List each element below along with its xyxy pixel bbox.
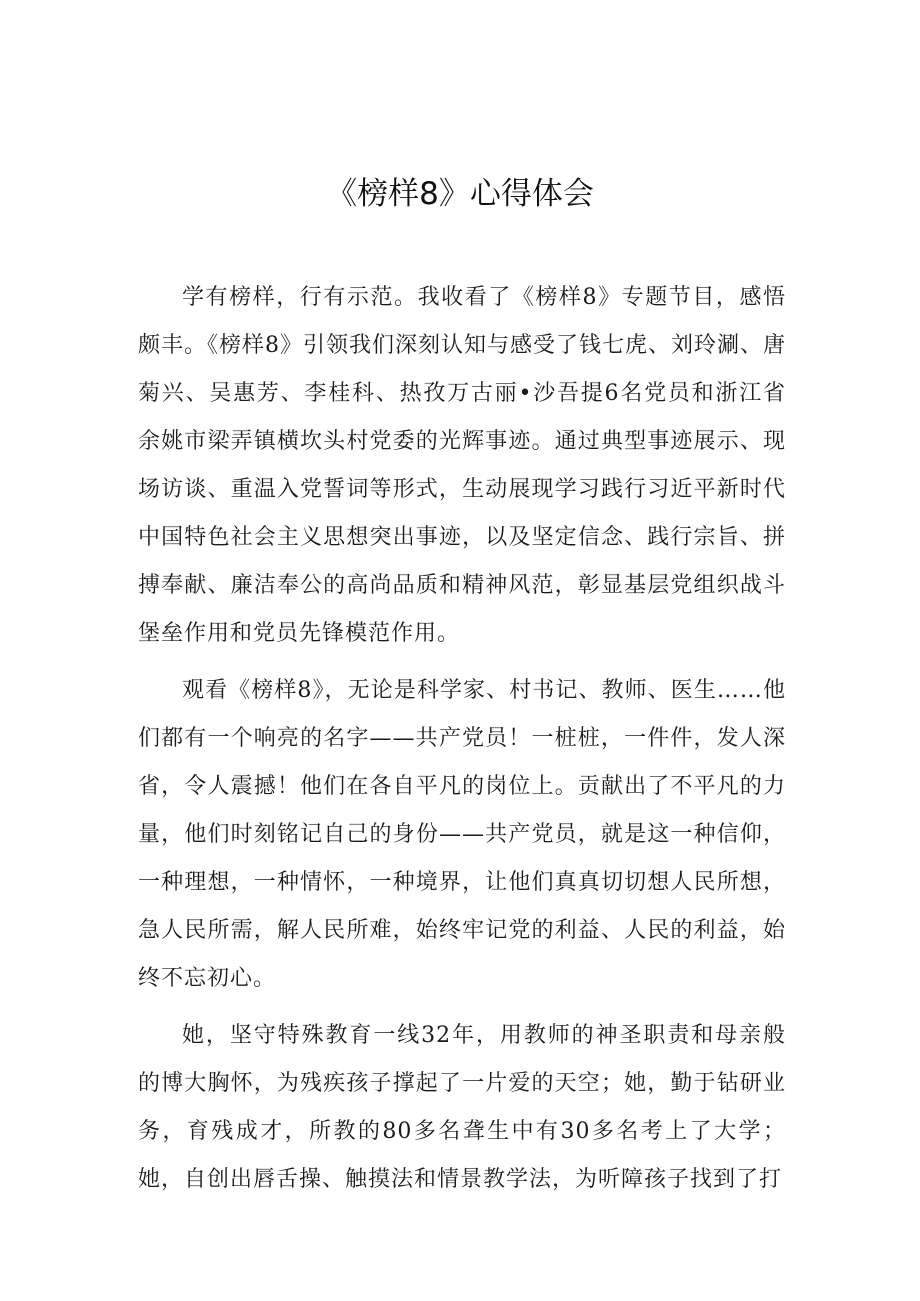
paragraph-2: 观看《榜样8》，无论是科学家、村书记、教师、医生……他们都有一个响亮的名字——共产党员！一桩桩，一件件，发人深省，令人震撼！他们在各自平凡的岗位上。贡献出了不平凡的力量，他们时刻铭记自己的身份——共产党员，就是这一种信仰，一种理想，一种情怀，一种境界，让他们真真切切想人民所想，急人民所需，解人民所难，始终牢记党的利益、人民的利益，始终不忘初心。 [138,678,786,991]
document-body [138,274,786,1213]
paragraph-3: 她，坚守特殊教育一线32年，用教师的神圣职责和母亲般的博大胸怀，为残疾孩子撑起了一片爱的天空；她，勤于钻研业务，育残成才，所教的80多名聋生中有30多名考上了大学；她，自创出唇舌操、触摸法和情景教学法，为听障孩子找到了打 [138,1023,786,1192]
document-title: 《榜样8》心得体会 [326,176,594,212]
paragraph-1: 学有榜样，行有示范。我收看了《榜样8》专题节目，感悟颇丰。《榜样8》引领我们深刻认知与感受了钱七虎、刘玲涮、唐菊兴、吴惠芳、李桂科、热孜万古丽•沙吾提6名党员和浙江省余姚市梁弄镇横坎头村党委的光辉事迹。通过典型事迹展示、现场访谈、重温入党誓词等形式，生动展现学习践行习近平新时代中国特色社会主义思想突出事迹，以及坚定信念、践行宗旨、拼搏奉献、廉洁奉公的高尚品质和精神风范，彰显基层党组织战斗堡垒作用和党员先锋模范作用。 [138,285,786,646]
